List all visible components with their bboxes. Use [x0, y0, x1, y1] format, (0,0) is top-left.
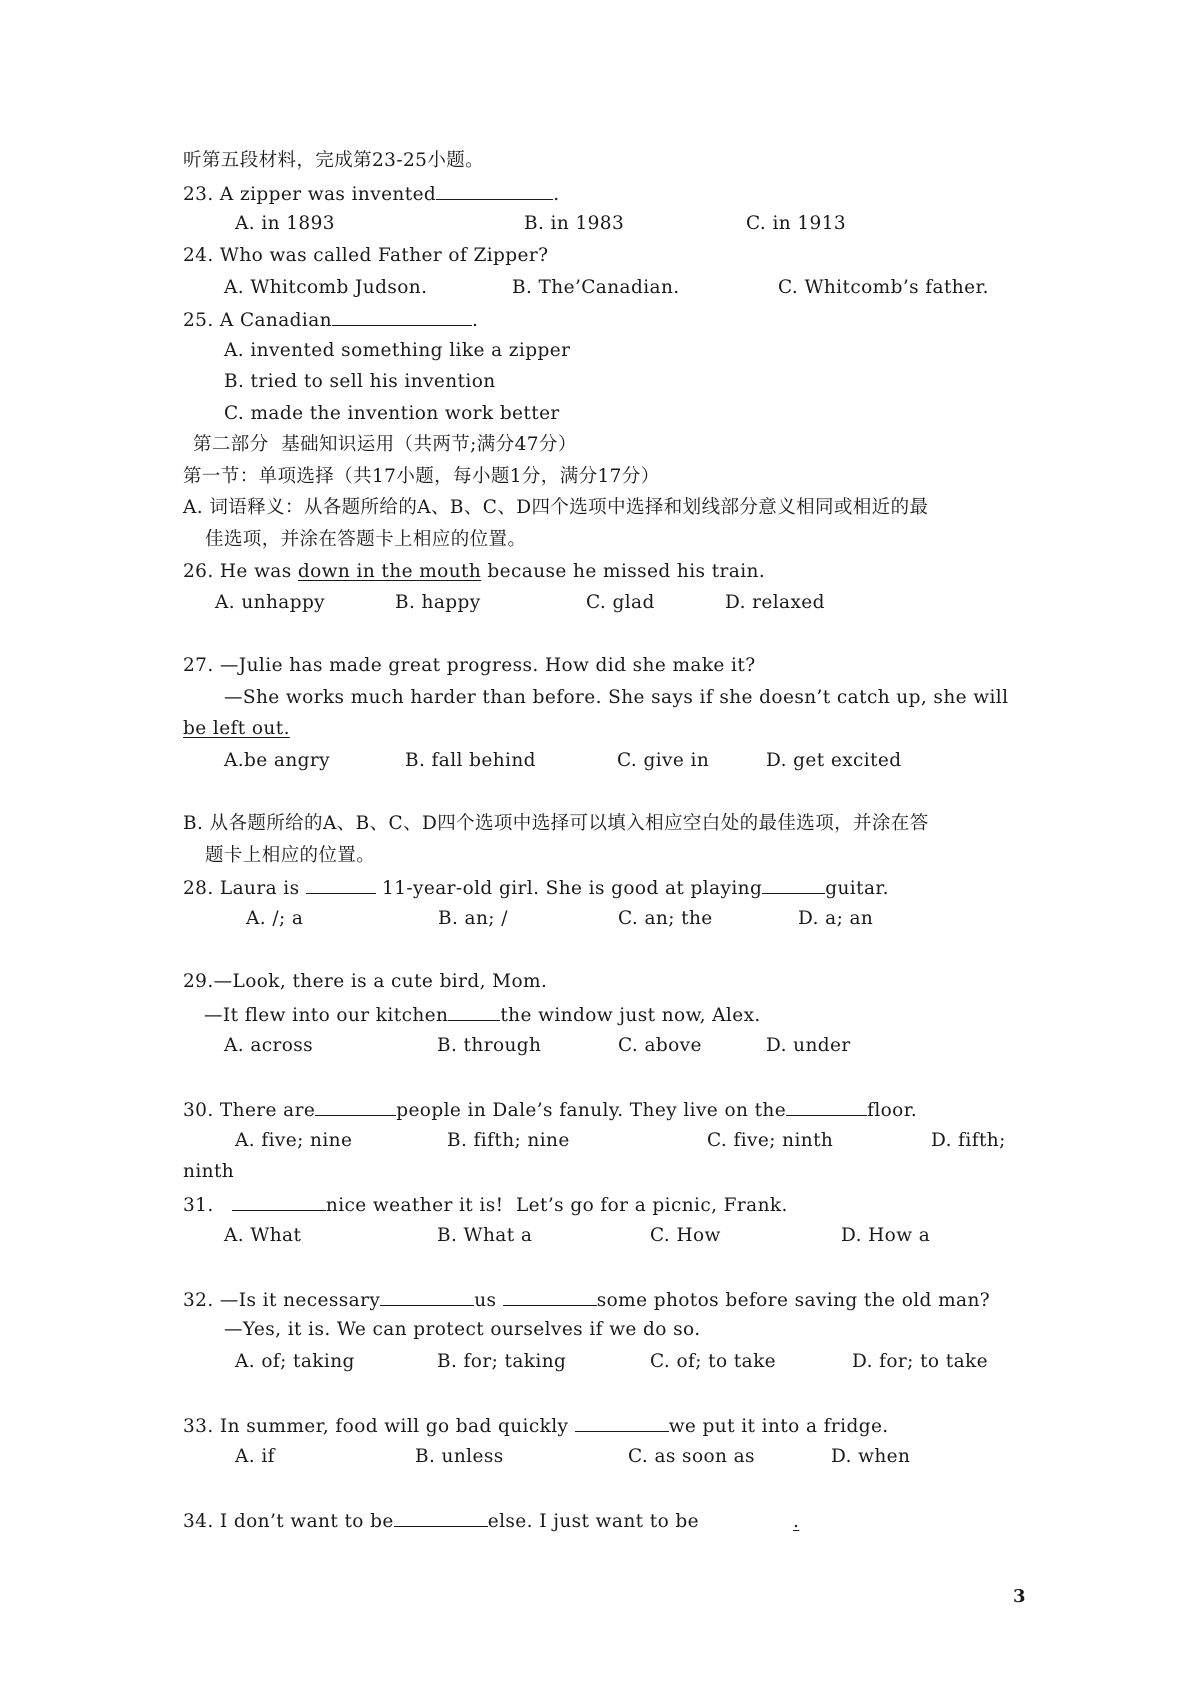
q28-option-b: B. an; / [438, 908, 508, 929]
q31-option-c: C. How [650, 1225, 721, 1246]
q24-option-b: B. The’Canadian. [512, 277, 680, 298]
question-30-stem [183, 1097, 917, 1123]
answer-blank [380, 1287, 474, 1306]
q28-option-c: C. an; the [618, 908, 713, 929]
q29-stem-text: —It flew into our kitchen [204, 1005, 449, 1026]
q34-stem-mid: else. I just want to be [487, 1511, 706, 1532]
q29-option-b: B. through [437, 1035, 542, 1056]
answer-blank [306, 875, 376, 894]
q29-option-a: A. across [224, 1035, 314, 1056]
q26-option-d: D. relaxed [725, 592, 825, 613]
question-26-stem [183, 560, 765, 584]
q32-option-d: D. for; to take [852, 1351, 988, 1372]
section-1-heading: 第一节：单项选择（共17小题，每小题1分，满分17分） [183, 466, 660, 487]
question-32-line1 [183, 1287, 990, 1313]
q33-stem-text: 33. In summer, food will go bad quickly [183, 1416, 575, 1437]
answer-blank [315, 1097, 396, 1116]
q32-option-a: A. of; taking [235, 1351, 355, 1372]
part-2-heading: 第二部分 基础知识运用（共两节;满分47分） [193, 434, 577, 455]
q30-stem-mid: people in Dale’s fanuly. They live on the [396, 1100, 787, 1121]
q27-option-b: B. fall behind [405, 750, 536, 771]
answer-blank [394, 1508, 488, 1527]
q29-stem-end: the window just now, Alex. [500, 1005, 761, 1026]
section-a-instructions-line1: A. 词语释义：从各题所给的A、B、C、D四个选项中选择和划线部分意义相同或相近的最 [183, 497, 929, 518]
q24-option-c: C. Whitcomb’s father. [778, 277, 989, 298]
answer-blank [232, 1192, 326, 1211]
q32-stem-text: 32. —Is it necessary [183, 1290, 381, 1311]
question-32-line2: —Yes, it is. We can protect ourselves if we do so. [224, 1319, 701, 1340]
q34-stem-text: 34. I don’t want to be [183, 1511, 394, 1532]
q28-option-d: D. a; an [798, 908, 874, 929]
q23-option-b: B. in 1983 [524, 213, 625, 234]
q34-answer-blank: . [793, 1511, 800, 1532]
q30-option-b: B. fifth; nine [447, 1130, 570, 1151]
q26-option-b: B. happy [395, 592, 481, 613]
q30-option-c: C. five; ninth [707, 1130, 834, 1151]
answer-blank [448, 1002, 500, 1021]
q28-stem-text: 28. Laura is [183, 878, 306, 899]
q31-option-a: A. What [224, 1225, 302, 1246]
answer-blank [332, 307, 472, 326]
q25-stem-text: 25. A Canadian [183, 310, 332, 331]
q32-stem-end: some photos before saving the old man? [596, 1290, 991, 1311]
q26-option-a: A. unhappy [215, 592, 326, 613]
question-27-line1: 27. —Julie has made great progress. How did she make it? [183, 655, 756, 676]
q27-option-d: D. get excited [766, 750, 902, 771]
question-25-stem [183, 307, 478, 333]
q30-stem-end: floor. [867, 1100, 918, 1121]
q26-stem-rest: because he missed his train. [481, 561, 766, 582]
page-number: 3 [1013, 1586, 1026, 1607]
q31-stem-text: nice weather it is! Let’s go for a picnic, Frank. [325, 1195, 788, 1216]
question-27-line2: —She works much harder than before. She says if she doesn’t catch up, she will [224, 687, 1009, 708]
q23-option-c: C. in 1913 [746, 213, 847, 234]
answer-blank [436, 181, 553, 200]
question-33-stem [183, 1413, 889, 1439]
q32-stem-mid: us [474, 1290, 503, 1311]
question-23-stem [183, 181, 559, 207]
question-27-line3 [183, 717, 290, 741]
q29-option-c: C. above [618, 1035, 702, 1056]
listening-section-5-heading: 听第五段材料，完成第23-25小题。 [183, 150, 485, 171]
q27-underlined-phrase: be left out. [183, 718, 290, 739]
q33-option-b: B. unless [415, 1446, 504, 1467]
q28-option-a: A. /; a [246, 908, 304, 929]
q26-option-c: C. glad [586, 592, 655, 613]
q25-stem-end: . [471, 310, 479, 331]
q23-stem-end: . [553, 184, 560, 205]
q25-option-a: A. invented something like a zipper [224, 340, 571, 361]
section-b-instructions-line1: B. 从各题所给的A、B、C、D四个选项中选择可以填入相应空白处的最佳选项，并涂在答 [183, 813, 929, 834]
q30-option-d: D. fifth; [931, 1130, 1006, 1151]
question-31-stem [183, 1192, 788, 1218]
q23-stem-text: 23. A zipper was invented [183, 184, 437, 205]
q33-option-c: C. as soon as [628, 1446, 755, 1467]
answer-blank [786, 1097, 867, 1116]
q26-underlined-phrase: down in the mouth [297, 561, 482, 582]
q31-option-b: B. What a [437, 1225, 533, 1246]
q33-option-d: D. when [831, 1446, 911, 1467]
q32-option-b: B. for; taking [437, 1351, 567, 1372]
q23-option-a: A. in 1893 [235, 213, 335, 234]
question-29-line2 [204, 1002, 761, 1028]
section-a-instructions-line2: 佳选项，并涂在答题卡上相应的位置。 [205, 529, 527, 550]
q31-option-d: D. How a [841, 1225, 931, 1246]
q24-option-a: A. Whitcomb Judson. [224, 277, 428, 298]
q30-stem-text: 30. There are [183, 1100, 316, 1121]
answer-blank [762, 875, 825, 894]
q29-option-d: D. under [766, 1035, 851, 1056]
q28-stem-end: guitar. [825, 878, 889, 899]
answer-blank [503, 1287, 597, 1306]
answer-blank [575, 1413, 669, 1432]
q27-option-c: C. give in [617, 750, 710, 771]
section-b-instructions-line2: 题卡上相应的位置。 [205, 845, 376, 866]
q30-option-d-wrap: ninth [183, 1161, 235, 1182]
q33-stem-end: we put it into a fridge. [668, 1416, 889, 1437]
question-28-stem [183, 875, 889, 901]
question-34-stem [183, 1508, 799, 1534]
q25-option-b: B. tried to sell his invention [224, 371, 496, 392]
q28-stem-mid: 11-year-old girl. She is good at playing [375, 878, 763, 899]
q26-stem-text: 26. He was [183, 561, 298, 582]
q31-number: 31. [183, 1195, 220, 1216]
question-29-line1: 29.—Look, there is a cute bird, Mom. [183, 971, 548, 992]
q32-option-c: C. of; to take [650, 1351, 777, 1372]
q30-option-a: A. five; nine [235, 1130, 353, 1151]
q25-option-c: C. made the invention work better [224, 403, 560, 424]
q27-option-a: A.be angry [224, 750, 330, 771]
question-24-stem: 24. Who was called Father of Zipper? [183, 245, 549, 266]
q33-option-a: A. if [235, 1446, 275, 1467]
